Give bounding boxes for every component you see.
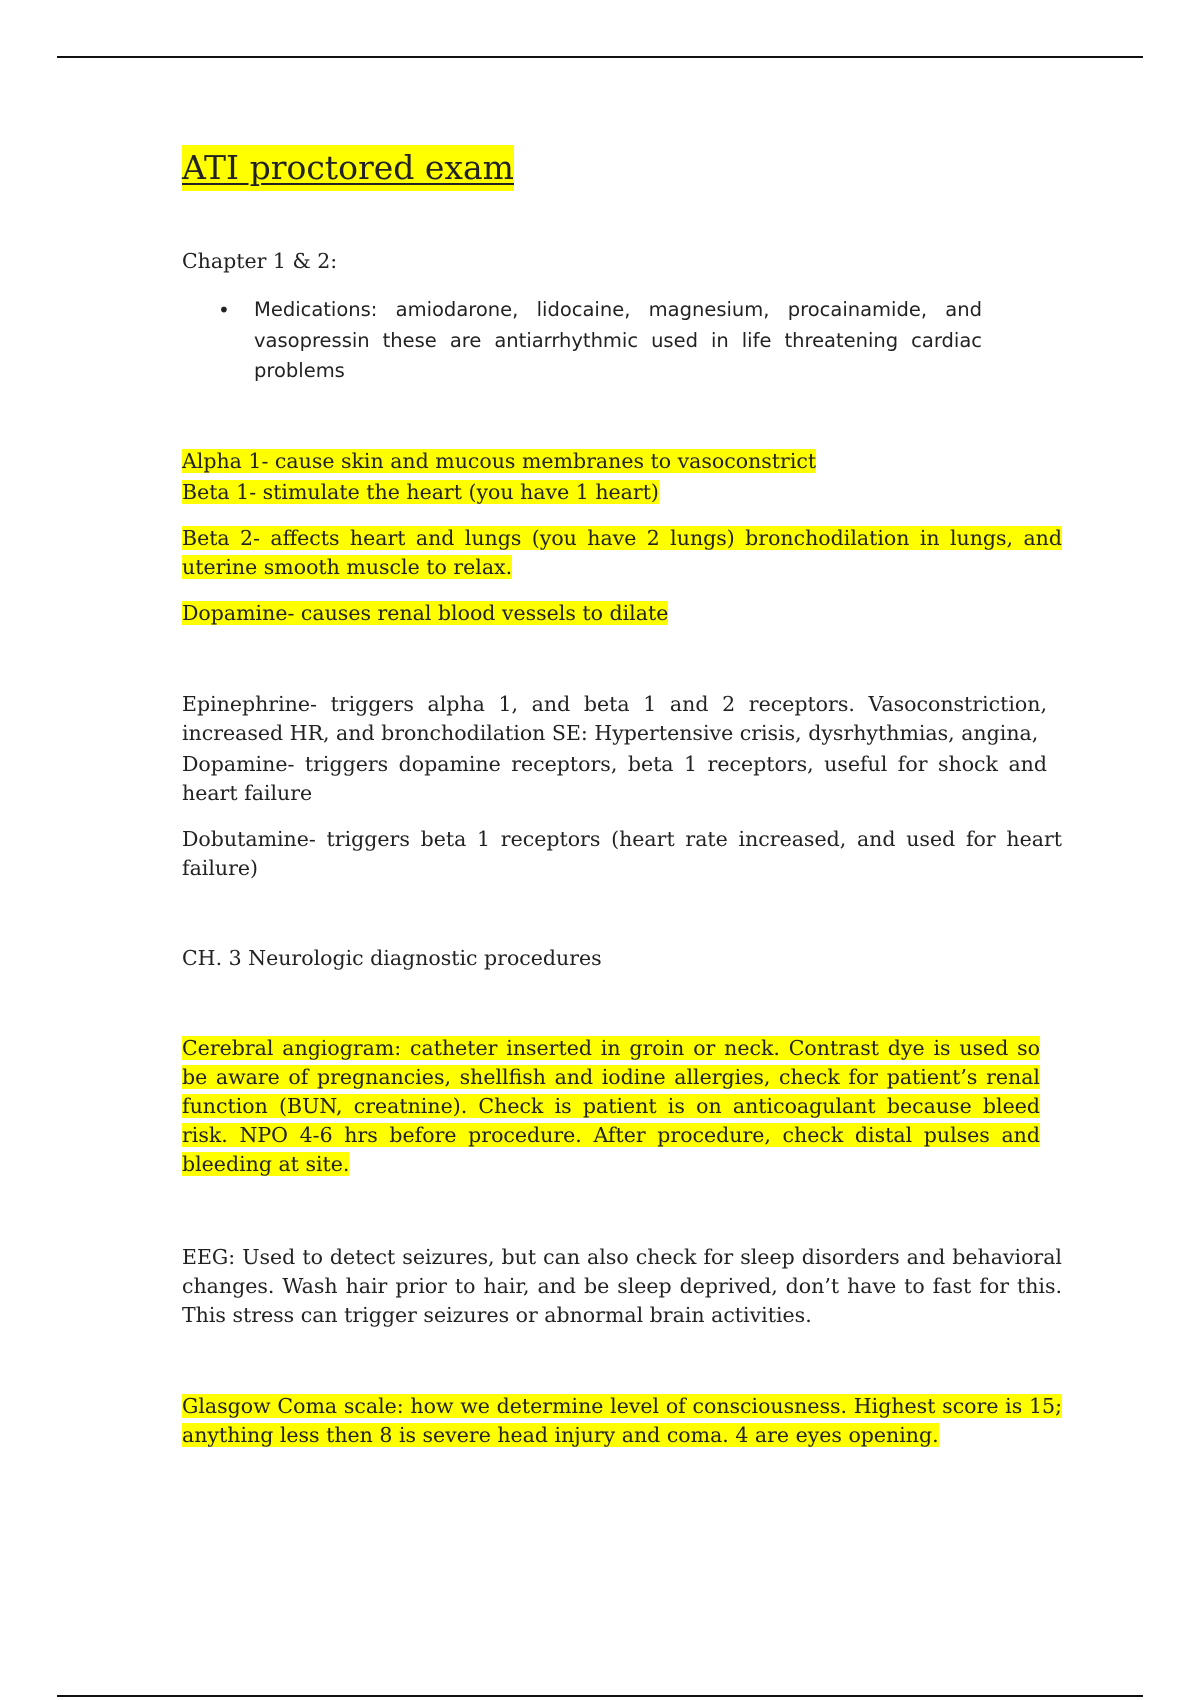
cerebral-angiogram-note <box>182 1034 1040 1179</box>
document-body <box>182 145 1062 1447</box>
footer-rule <box>57 1695 1143 1697</box>
epinephrine-note: Epinephrine- triggers alpha 1, and beta 1 and 2 receptors. Vasoconstriction, increased HR, and bronchodilation SE: Hypertensive crisis, dysrhythmias, angina, <box>182 692 1047 745</box>
eeg-note: EEG: Used to detect seizures, but can also check for sleep disorders and behavioral changes. Wash hair prior to hair, and be sleep deprived, don’t have to fast for this. This stress can trigger seizures or abnormal brain activities. <box>182 1245 1062 1327</box>
alpha1-text: Alpha 1- cause skin and mucous membranes to vasoconstrict <box>182 449 817 473</box>
dopamine-receptor-text: Dopamine- causes renal blood vessels to dilate <box>182 601 669 625</box>
bullet-icon: • <box>218 298 230 322</box>
alpha1-note <box>182 447 832 476</box>
dobutamine-note: Dobutamine- triggers beta 1 receptors (heart rate increased, and used for heart failure) <box>182 827 1062 880</box>
glasgow-note <box>182 1392 1062 1450</box>
chapter-1-2-heading: Chapter 1 & 2: <box>182 249 338 273</box>
medications-list <box>218 295 982 387</box>
document-title: ATI proctored exam <box>182 145 514 191</box>
dopamine-drug-note: Dopamine- triggers dopamine receptors, beta 1 receptors, useful for shock and heart failure <box>182 752 1047 805</box>
cerebral-angiogram-text: Cerebral angiogram: catheter inserted in groin or neck. Contrast dye is used so be aware of pregnancies, shellfish and iodine allergies, check for patient’s renal function (BUN, creatnine). Check is patient is on anticoagulant because bleed risk. NPO 4-6 hrs before procedure. After procedure, check distal pulses and bleeding at site. <box>182 1036 1040 1176</box>
beta2-note <box>182 524 1062 582</box>
beta2-text: Beta 2- affects heart and lungs (you have 2 lungs) bronchodilation in lungs, and uterine smooth muscle to relax. <box>182 526 1062 579</box>
glasgow-text: Glasgow Coma scale: how we determine level of consciousness. Highest score is 15; anything less then 8 is severe head injury and coma. 4 are eyes opening. <box>182 1394 1062 1447</box>
beta1-text: Beta 1- stimulate the heart (you have 1 heart) <box>182 480 659 504</box>
dopamine-receptor-note <box>182 599 832 628</box>
beta1-note <box>182 478 832 507</box>
chapter-3-heading: CH. 3 Neurologic diagnostic procedures <box>182 946 602 970</box>
list-item <box>218 295 982 387</box>
medications-text: Medications: amiodarone, lidocaine, magnesium, procainamide, and vasopressin these are antiarrhythmic used in life threatening cardiac problems <box>254 298 982 382</box>
header-rule <box>57 56 1143 58</box>
